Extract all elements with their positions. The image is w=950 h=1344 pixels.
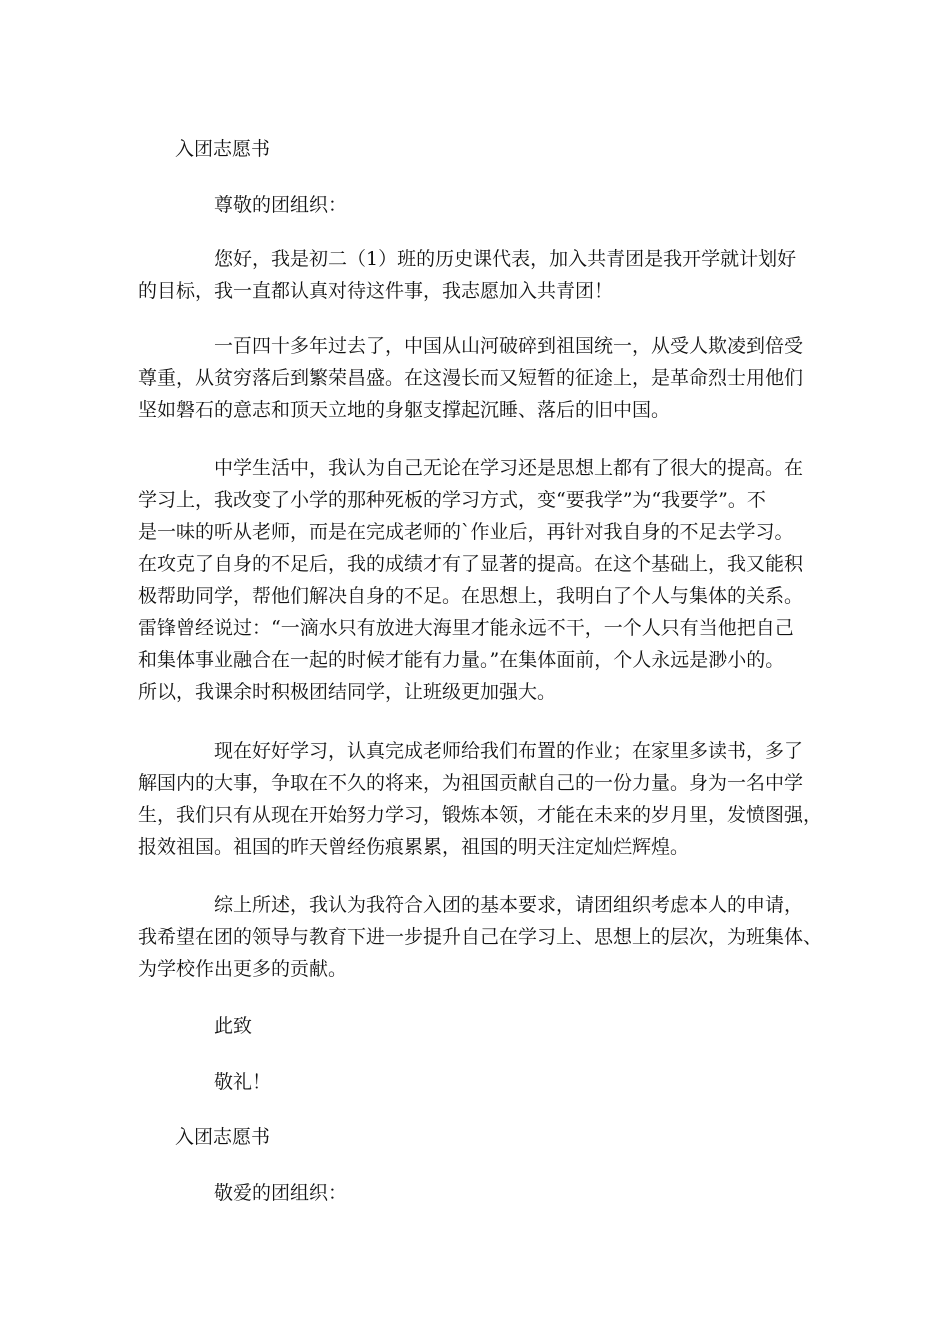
paragraph-line: 雷锋曾经说过：“一滴水只有放进大海里才能永远不干，一个人只有当他把自己 [138, 617, 794, 639]
paragraph-line: 生，我们只有从现在开始努力学习，锻炼本领，才能在未来的岁月里，发愤图强， [138, 804, 823, 826]
paragraph-intro [138, 243, 818, 307]
paragraph-line: 所以，我课余时积极团结同学，让班级更加强大。 [138, 681, 557, 703]
paragraph-line: 解国内的大事，争取在不久的将来，为祖国贡献自己的一份力量。身为一名中学 [138, 772, 804, 794]
paragraph-line: 您好，我是初二（1）班的历史课代表，加入共青团是我开学就计划好 [214, 248, 797, 270]
paragraph-line: 中学生活中，我认为自己无论在学习还是思想上都有了很大的提高。在 [214, 457, 804, 479]
salutation: 尊敬的团组织： [214, 194, 348, 216]
paragraph-line: 报效祖国。祖国的昨天曾经伤痕累累，祖国的明天注定灿烂辉煌。 [138, 836, 690, 858]
paragraph-line: 综上所述，我认为我符合入团的基本要求，请团组织考虑本人的申请， [214, 894, 804, 916]
paragraph-line: 学习上，我改变了小学的那种死板的学习方式，变“要我学”为“我要学”。不 [138, 489, 766, 511]
paragraph-line: 的目标，我一直都认真对待这件事，我志愿加入共青团！ [138, 280, 614, 302]
paragraph-line: 极帮助同学，帮他们解决自身的不足。在思想上，我明白了个人与集体的关系。 [138, 585, 804, 607]
paragraph-line: 现在好好学习，认真完成老师给我们布置的作业；在家里多读书，多了 [214, 740, 804, 762]
paragraph-line: 我希望在团的领导与教育下进一步提升自己在学习上、思想上的层次，为班集体、 [138, 926, 823, 948]
paragraph-line: 坚如磐石的意志和顶天立地的身躯支撑起沉睡、落后的旧中国。 [138, 399, 671, 421]
paragraph-summary [138, 889, 823, 985]
paragraph-line: 为学校作出更多的贡献。 [138, 958, 348, 980]
paragraph-line: 和集体事业融合在一起的时候才能有力量。”在集体面前，个人永远是渺小的。 [138, 649, 785, 671]
paragraph-line: 尊重，从贫穷落后到繁荣昌盛。在这漫长而又短暂的征途上，是革命烈士用他们 [138, 367, 804, 389]
paragraph-line: 是一味的听从老师，而是在完成老师的`作业后，再针对我自身的不足去学习。 [138, 521, 794, 543]
salutation-2: 敬爱的团组织： [214, 1182, 348, 1204]
paragraph-study [138, 735, 823, 863]
document-title: 入团志愿书 [175, 138, 271, 160]
paragraph-line: 一百四十多年过去了，中国从山河破碎到祖国统一，从受人欺凌到倍受 [214, 335, 804, 357]
document-title-2: 入团志愿书 [175, 1126, 271, 1148]
paragraph-line: 在攻克了自身的不足后，我的成绩才有了显著的提高。在这个基础上，我又能积 [138, 553, 804, 575]
paragraph-history [138, 330, 818, 426]
paragraph-school-life [138, 452, 818, 708]
closing-salute: 敬礼！ [214, 1071, 272, 1093]
closing-text: 此致 [214, 1015, 253, 1037]
